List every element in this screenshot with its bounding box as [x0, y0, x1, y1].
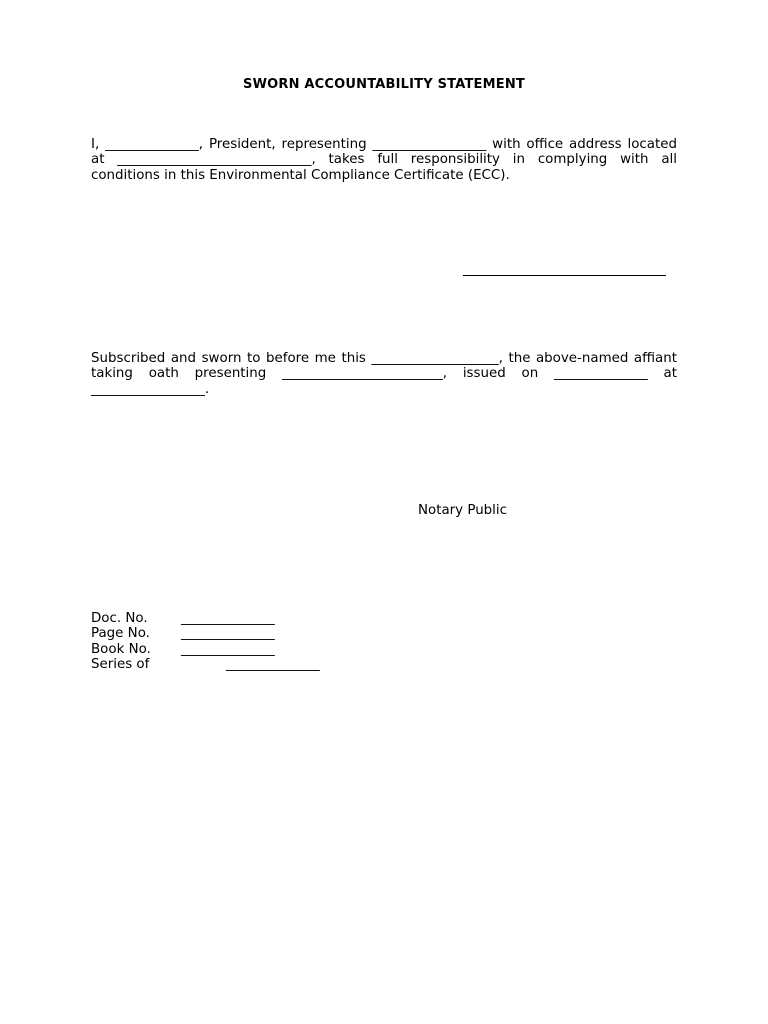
page-no-blank: ______________	[181, 626, 275, 642]
book-no-label: Book No.	[91, 641, 151, 657]
jurat-paragraph: Subscribed and sworn to before me this ___________________, the above-named affiant taking oath presenting ________________________, issued on ______________ at _________________.	[91, 351, 677, 397]
accountability-paragraph: I, ______________, President, representing _________________ with office address located at _____________________________, takes full responsibility in complying with all conditions in this Environmental Compliance Certificate (ECC).	[91, 137, 677, 183]
doc-no-blank: ______________	[181, 611, 275, 626]
series-of-blank: ______________	[226, 656, 320, 672]
signature-line	[463, 263, 666, 276]
book-no-blank: ______________	[181, 641, 275, 657]
series-of-label: Series of	[91, 656, 150, 672]
notary-public-label: Notary Public	[418, 503, 507, 518]
document-title: SWORN ACCOUNTABILITY STATEMENT	[243, 77, 525, 92]
page-no-label: Page No.	[91, 626, 150, 642]
doc-no-label: Doc. No.	[91, 611, 148, 626]
